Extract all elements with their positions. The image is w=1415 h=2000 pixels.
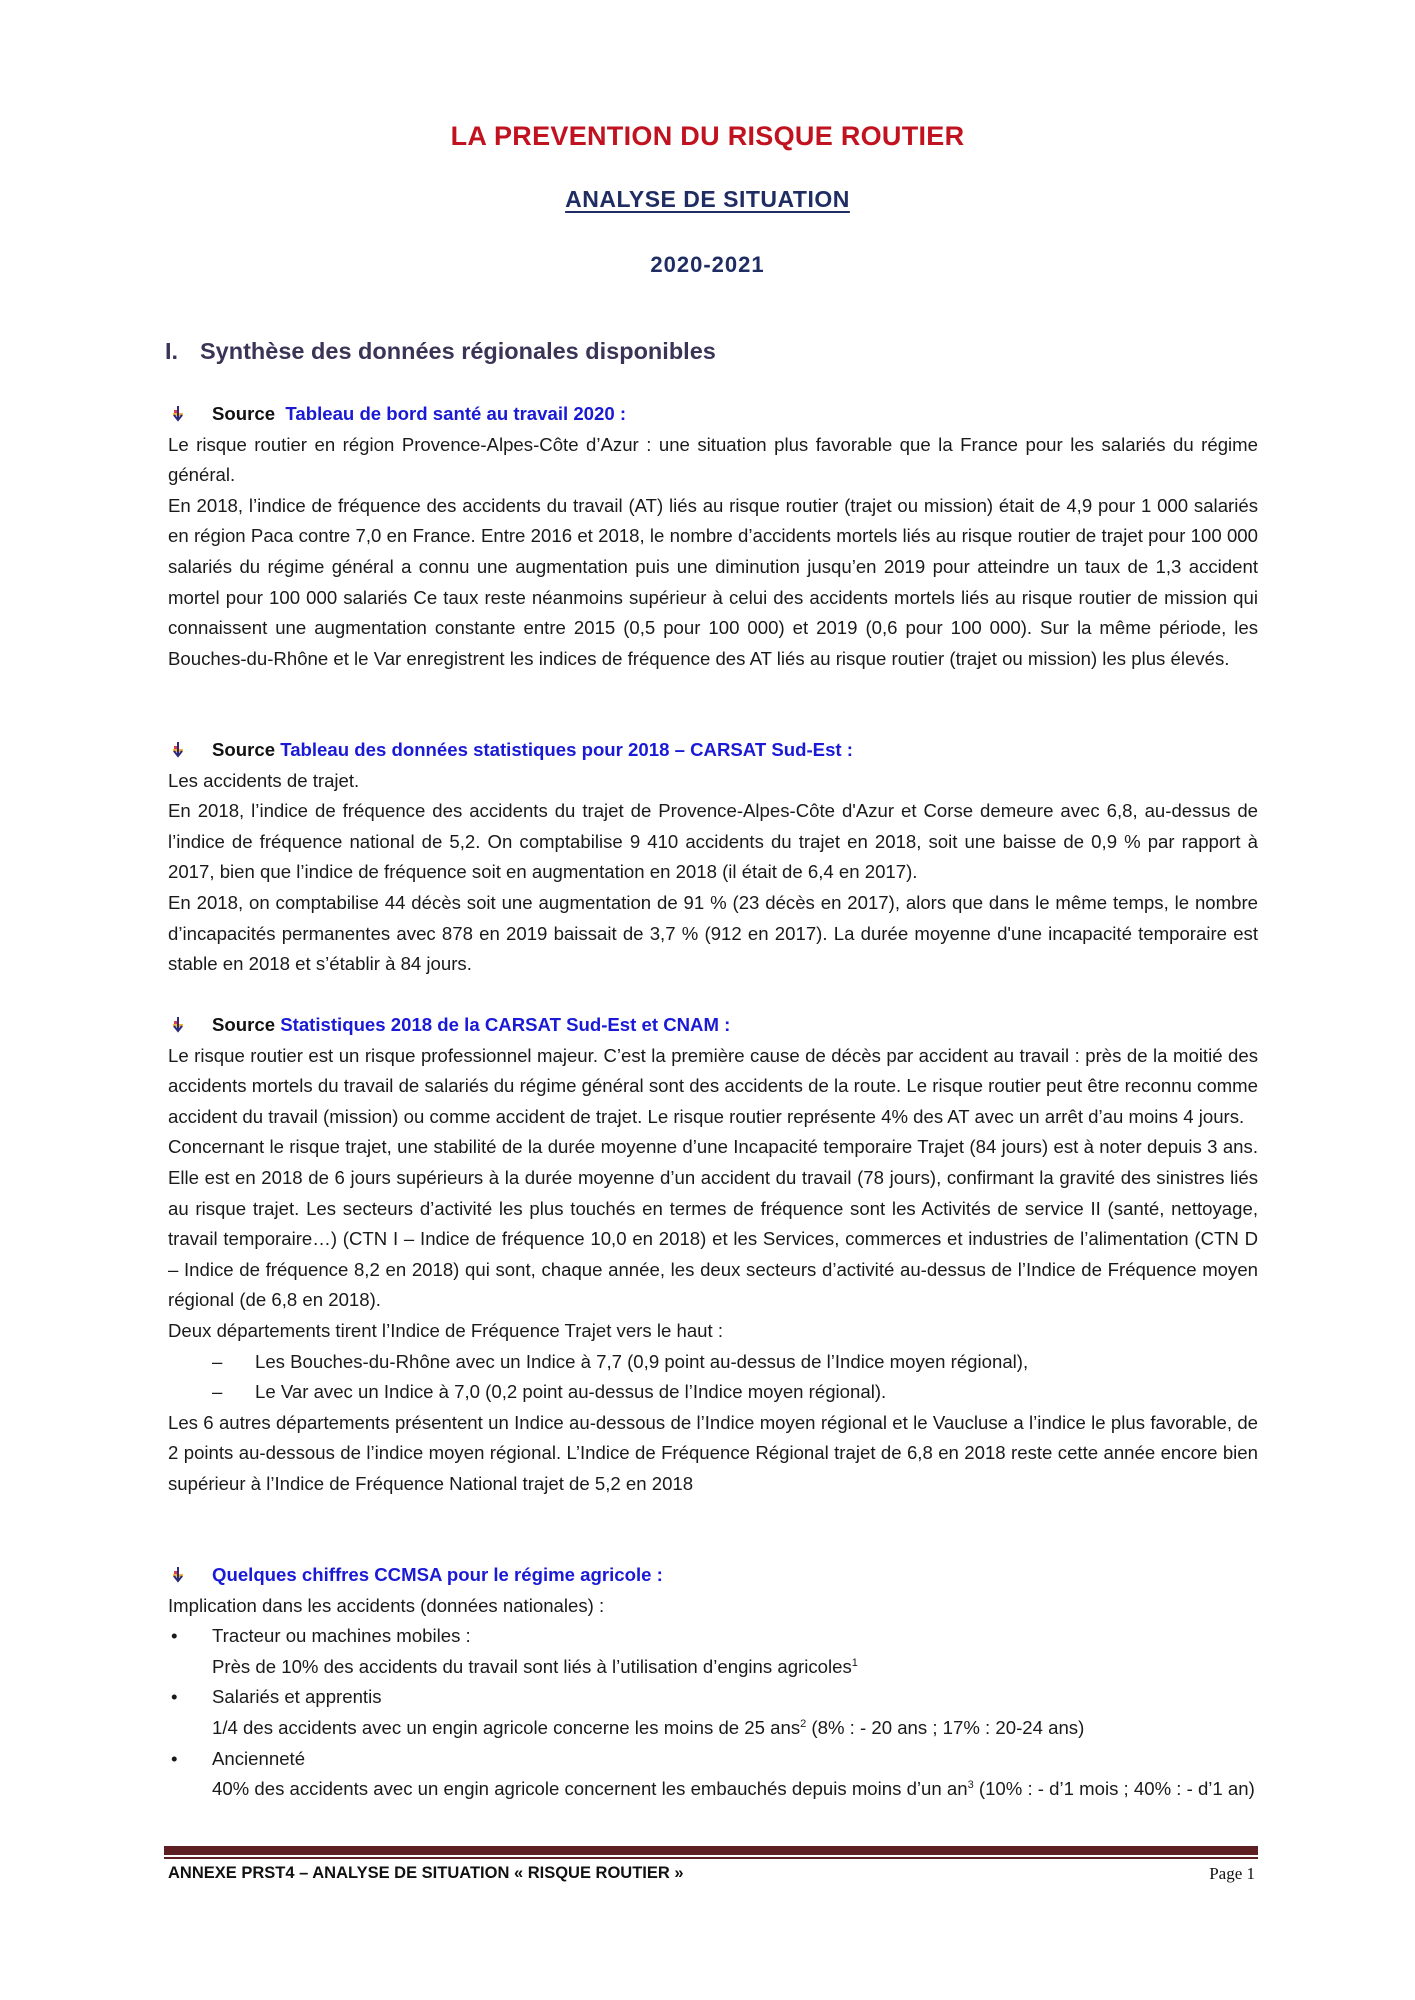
- paragraph: Les 6 autres départements présentent un Indice au-dessous de l’Indice moyen régional et le Vaucluse a l’indice le plus favorable, de 2 points au-dessous de l’indice moyen régional. L’Indice de Fréquence Régional trajet de 6,8 en 2018 reste cette année encore bien supérieur à l’Indice de Fréquence National trajet de 5,2 en 2018: [168, 1411, 1258, 1494]
- arrow-down-bullet-icon: [170, 1560, 186, 1590]
- bullet-list-item: [168, 1682, 1258, 1713]
- bullet-detail: [168, 1774, 1258, 1805]
- paragraph: Concernant le risque trajet, une stabilité de la durée moyenne d’une Incapacité temporaire Trajet (84 jours) est à noter depuis 3 ans. Elle est en 2018 de 6 jours supérieurs à la durée moyenne d’un accident du travail (78 jours), confirmant la gravité des sinistres liés au risque trajet. Les secteurs d’activité les plus touchés en termes de fréquence sont les Activités de service II (santé, nettoyage, travail temporaire…) (CTN I – Indice de fréquence 10,0 en 2018) et les Services, commerces et industries de l’alimentation (CTN D – Indice de fréquence 8,2 en 2018) qui sont, chaque année, les deux secteurs d’activité au-dessus de l’Indice de Fréquence moyen régional (de 6,8 en 2018).: [168, 1136, 1258, 1311]
- document-title: LA PREVENTION DU RISQUE ROUTIER: [450, 121, 965, 151]
- dash-list-item: [168, 1347, 1258, 1378]
- detail-text: 1/4 des accidents avec un engin agricole concerne les moins de 25 ans: [212, 1716, 801, 1738]
- source-block-3: [168, 1010, 1258, 1500]
- bullet-marker: •: [171, 1686, 178, 1708]
- footer-divider: [164, 1846, 1258, 1855]
- bullet-list-item: [168, 1744, 1258, 1775]
- dash-marker: –: [212, 1381, 223, 1403]
- section-heading: [165, 338, 716, 365]
- document-subtitle: [0, 186, 1415, 213]
- bullet-marker: •: [171, 1747, 178, 1769]
- bullet-detail: [168, 1652, 1258, 1683]
- footnote-ref: 1: [851, 1656, 858, 1669]
- source-label: Source: [212, 1014, 276, 1035]
- dash-list-item: [168, 1377, 1258, 1408]
- source-block-1: [168, 399, 1258, 674]
- source-title: Quelques chiffres CCMSA pour le régime agricole :: [212, 1564, 663, 1585]
- bullet-label: Ancienneté: [212, 1747, 306, 1769]
- dash-item-text: Le Var avec un Indice à 7,0 (0,2 point au-dessus de l’Indice moyen régional).: [255, 1381, 887, 1403]
- source-label: Source: [212, 403, 276, 424]
- paragraph: Deux départements tirent l’Indice de Fréquence Trajet vers le haut :: [168, 1319, 724, 1341]
- section-number: I.: [165, 338, 179, 364]
- paragraph: Les accidents de trajet.: [168, 769, 360, 791]
- source-block-4: [168, 1560, 1258, 1805]
- paragraph: Le risque routier en région Provence-Alpes-Côte d’Azur : une situation plus favorable que la France pour les salariés du régime général.: [168, 433, 1258, 486]
- subtitle-text: ANALYSE DE SITUATION: [565, 186, 850, 212]
- bullet-marker: •: [171, 1625, 178, 1647]
- footer-title: ANNEXE PRST4 – ANALYSE DE SITUATION « RISQUE ROUTIER »: [168, 1864, 684, 1882]
- paragraph: En 2018, l’indice de fréquence des accidents du travail (AT) liés au risque routier (trajet ou mission) était de 4,9 pour 1 000 salariés en région Paca contre 7,0 en France. Entre 2016 et 2018, le nombre d’accidents mortels liés au risque routier de trajet pour 100 000 salariés du régime général a connu une augmentation puis une diminution jusqu’en 2019 pour atteindre un taux de 1,3 accident mortel pour 100 000 salariés Ce taux reste néanmoins supérieur à celui des accidents mortels liés au risque routier de mission qui connaissent une augmentation constante entre 2015 (0,5 pour 100 000) et 2019 (0,6 pour 100 000). Sur la même période, les Bouches-du-Rhône et le Var enregistrent les indices de fréquence des AT liés au risque routier (trajet ou mission) les plus élevés.: [168, 494, 1258, 669]
- detail-after: (10% : - d’1 mois ; 40% : - d’1 an): [973, 1778, 1255, 1800]
- source-heading: [168, 1010, 1258, 1041]
- bullet-label: Salariés et apprentis: [212, 1686, 382, 1708]
- source-heading: [168, 735, 1258, 766]
- source-title: Tableau des données statistiques pour 2018 – CARSAT Sud-Est :: [280, 739, 853, 760]
- document-years: 2020-2021: [650, 252, 765, 277]
- source-heading: [168, 399, 1258, 430]
- detail-after: (8% : - 20 ans ; 17% : 20-24 ans): [806, 1716, 1085, 1738]
- paragraph: En 2018, l’indice de fréquence des accidents du trajet de Provence-Alpes-Côte d'Azur et Corse demeure avec 6,8, au-dessus de l’indice de fréquence national de 5,2. On comptabilise 9 410 accidents du trajet en 2018, soit une baisse de 0,9 % par rapport à 2017, bien que l’indice de fréquence soit en augmentation en 2018 (il était de 6,4 en 2017).: [168, 800, 1258, 883]
- footer-divider-thin: [164, 1857, 1258, 1859]
- page-number: Page 1: [1209, 1864, 1255, 1883]
- section-title: Synthèse des données régionales disponibles: [200, 338, 716, 364]
- footnote-ref: 3: [967, 1778, 974, 1791]
- arrow-down-bullet-icon: [170, 1010, 186, 1040]
- source-label: Source: [212, 739, 276, 760]
- arrow-down-bullet-icon: [170, 735, 186, 765]
- source-heading: [168, 1560, 1258, 1591]
- bullet-detail: [168, 1713, 1258, 1744]
- footnote-ref: 2: [800, 1717, 807, 1730]
- bullet-list-item: [168, 1621, 1258, 1652]
- dash-item-text: Les Bouches-du-Rhône avec un Indice à 7,7 (0,9 point au-dessus de l’Indice moyen régional),: [255, 1350, 1029, 1372]
- source-block-2: [168, 735, 1258, 980]
- source-title: Tableau de bord santé au travail 2020 :: [285, 403, 627, 424]
- paragraph: En 2018, on comptabilise 44 décès soit une augmentation de 91 % (23 décès en 2017), alors que dans le même temps, le nombre d’incapacités permanentes avec 878 en 2019 baissait de 3,7 % (912 en 2017). La durée moyenne d'une incapacité temporaire est stable en 2018 et s’établir à 84 jours.: [168, 891, 1258, 975]
- detail-text: 40% des accidents avec un engin agricole concernent les embauchés depuis moins d’un an: [212, 1778, 968, 1800]
- arrow-down-bullet-icon: [170, 399, 186, 429]
- source-title: Statistiques 2018 de la CARSAT Sud-Est et CNAM :: [280, 1014, 731, 1035]
- bullet-label: Tracteur ou machines mobiles :: [212, 1625, 471, 1647]
- paragraph: Le risque routier est un risque professionnel majeur. C’est la première cause de décès par accident au travail : près de la moitié des accidents mortels du travail de salariés du régime général sont des accidents de la route. Le risque routier peut être reconnu comme accident du travail (mission) ou comme accident de trajet. Le risque routier représente 4% des AT avec un arrêt d’au moins 4 jours.: [168, 1044, 1258, 1127]
- detail-text: Près de 10% des accidents du travail sont liés à l’utilisation d’engins agricoles: [212, 1655, 852, 1677]
- paragraph: Implication dans les accidents (données nationales) :: [168, 1594, 605, 1616]
- dash-marker: –: [212, 1350, 223, 1372]
